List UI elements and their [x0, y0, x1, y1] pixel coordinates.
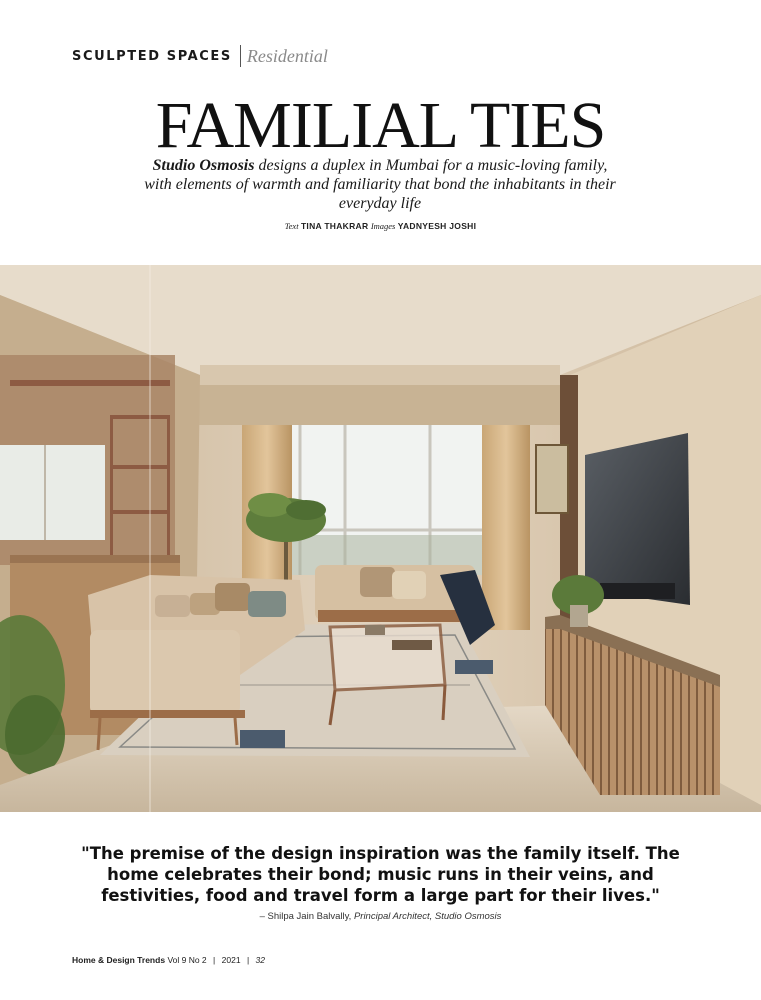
article-headline: FAMILIAL TIES [155, 89, 606, 162]
studio-name: Studio Osmosis [152, 157, 255, 174]
attribution-dash: – [259, 911, 268, 922]
section-label: SCULPTED SPACES [72, 48, 232, 64]
footer-separator: | [246, 955, 250, 965]
images-credit-label: Images [370, 221, 396, 231]
text-credit-label: Text [284, 221, 299, 231]
issue-number: Vol 9 No 2 [167, 955, 207, 965]
text-credit-name: TINA THAKRAR [300, 221, 369, 231]
issue-year: 2021 [221, 955, 241, 965]
section-divider [240, 45, 241, 67]
pull-quote: "The premise of the design inspiration was the family itself. The home celebrates their bond; music runs in their veins, and festivities, food and travel form a large part for their lives." [81, 844, 680, 905]
images-credit-name: YADNYESH JOSHI [397, 221, 477, 231]
article-credits [0, 221, 761, 231]
footer-separator: | [213, 955, 216, 965]
attribution-name: Shilpa Jain Balvally, [267, 911, 354, 922]
article-standfirst [140, 156, 620, 213]
publication-name: Home & Design Trends [72, 955, 166, 965]
quote-attribution [70, 911, 691, 922]
section-header [72, 44, 328, 68]
section-subcategory: Residential [246, 45, 328, 66]
standfirst-text: designs a duplex in Mumbai for a music-loving family, with elements of warmth and familiarity that bond the inhabitants in their everyday life [144, 157, 616, 212]
page-footer [72, 955, 265, 965]
page-number: 32 [255, 955, 265, 965]
living-room-photo [0, 265, 761, 812]
attribution-role: Principal Architect, Studio Osmosis [353, 911, 502, 922]
